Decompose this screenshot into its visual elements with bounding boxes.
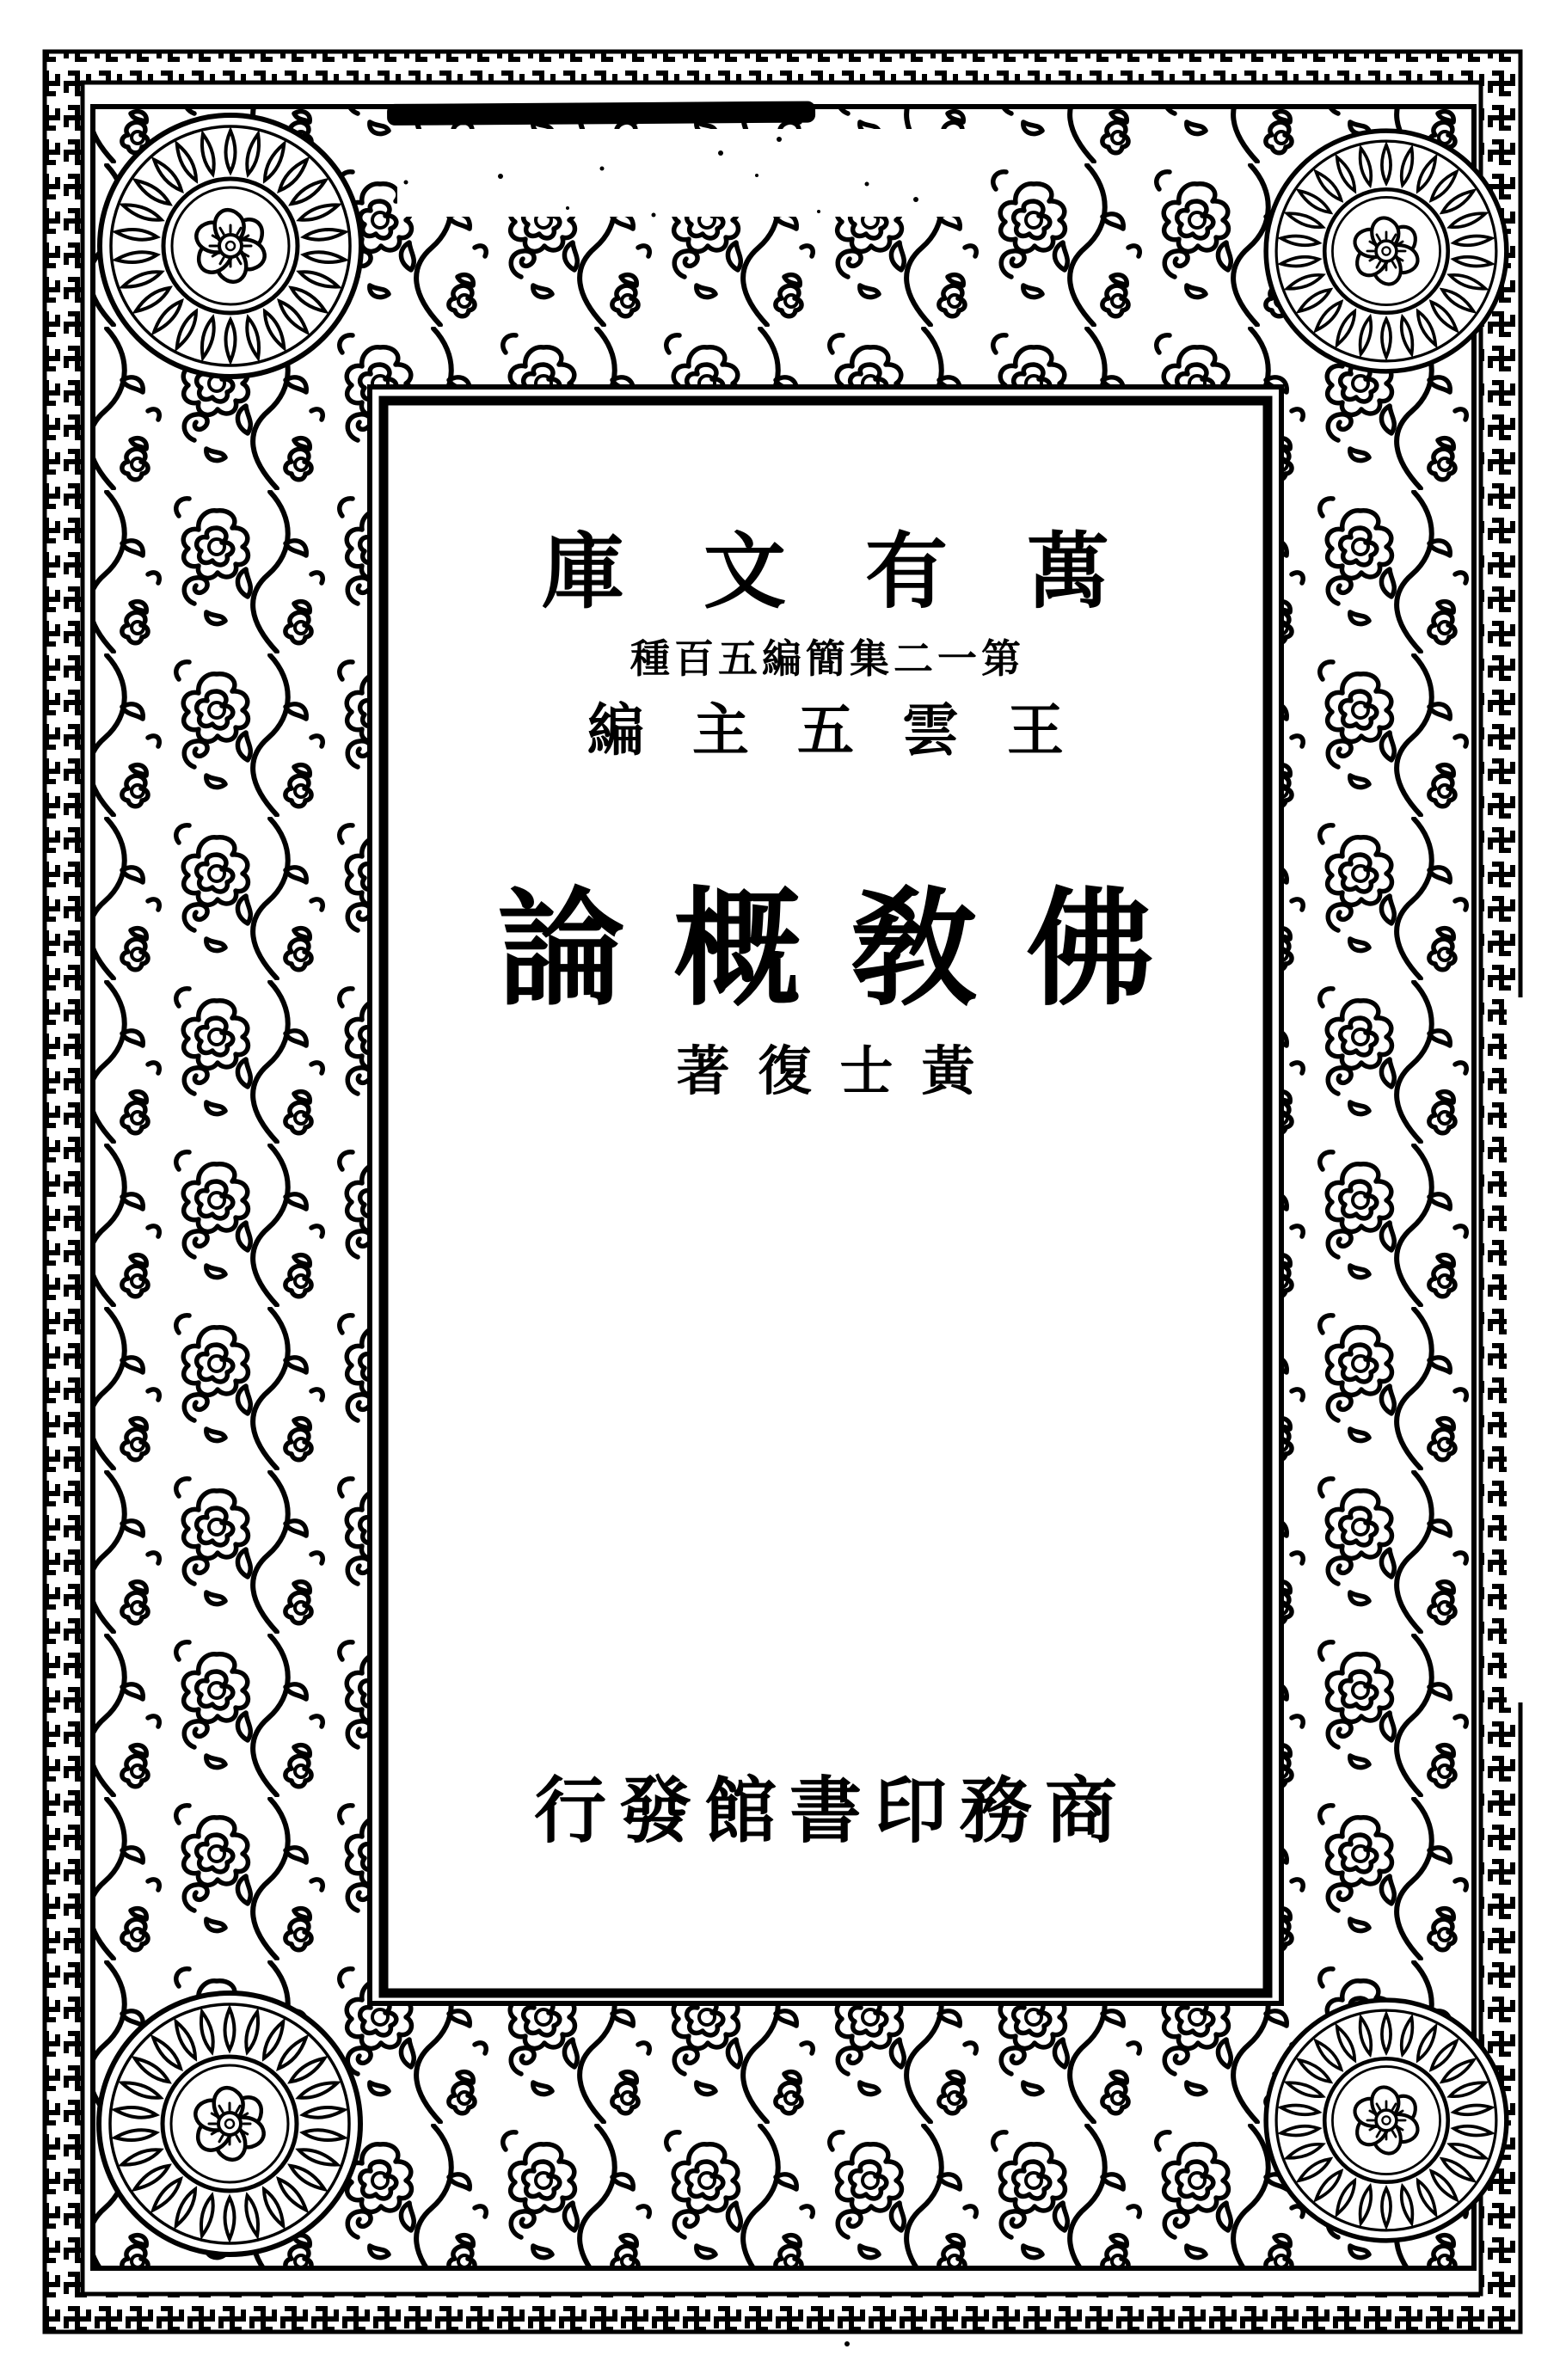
editor-line: 編主五雲王: [587, 700, 1112, 763]
corner-rosette-icon: [99, 1993, 360, 2254]
series-title: 庫文有萬: [542, 526, 1188, 618]
corner-rosette-icon: [1266, 131, 1507, 371]
ink-smear-artifact: [387, 101, 815, 126]
erasure-artifact: [397, 129, 975, 217]
publisher-line: 行發館書印務商: [533, 1772, 1130, 1852]
corner-rosette-icon: [1266, 2000, 1507, 2241]
series-note: 種百五編簡集二一第: [630, 637, 1025, 681]
edge-fade-artifact: [1507, 997, 1566, 1702]
corner-rosette-icon: [100, 115, 361, 377]
book-title: 論概敎佛: [497, 880, 1203, 1021]
author-line: 著復士黃: [676, 1043, 1004, 1101]
